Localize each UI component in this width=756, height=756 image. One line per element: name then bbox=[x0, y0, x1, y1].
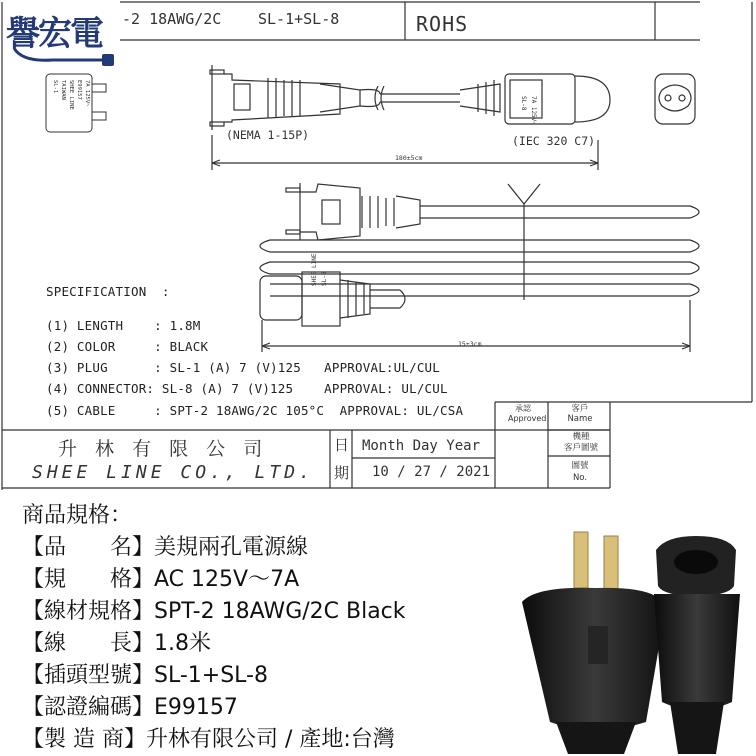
connector-small-marking-2: SL-8 bbox=[321, 271, 328, 286]
svg-text:TAIWAN: TAIWAN bbox=[60, 80, 66, 100]
svg-text:7A 125V~: 7A 125V~ bbox=[84, 80, 90, 107]
spec-line-color: (2) COLOR : BLACK bbox=[46, 339, 209, 354]
brand-logo: 譽宏電 bbox=[6, 6, 124, 72]
connector-marking-1: SL-8 bbox=[520, 96, 527, 111]
approved-label: 承認 Approved bbox=[508, 404, 547, 423]
customer-label: 客戶 Name bbox=[567, 404, 593, 424]
product-row-name: 【品 名】美規兩孔電源線 bbox=[22, 535, 309, 560]
svg-text:E99157: E99157 bbox=[76, 80, 82, 100]
rohs-label: ROHS bbox=[416, 12, 469, 36]
connector-small-marking-1: SHEE LINE bbox=[311, 253, 318, 286]
company-name-cn: 升 林 有 限 公 司 bbox=[58, 438, 269, 460]
iec-label: (IEC 320 C7) bbox=[512, 134, 596, 148]
length-bottom-label: 15±3cm bbox=[458, 340, 482, 348]
date-label-2: 期 bbox=[334, 464, 350, 482]
date-value: 10 / 27 / 2021 bbox=[372, 464, 491, 480]
svg-text:SL-1: SL-1 bbox=[52, 80, 58, 94]
product-row-wire: 【線材規格】SPT-2 18AWG/2C Black bbox=[22, 599, 406, 624]
spec-line-length: (1) LENGTH : 1.8M bbox=[46, 318, 201, 333]
plug-face-icon bbox=[40, 70, 120, 140]
svg-text:SHEE LINE: SHEE LINE bbox=[68, 80, 74, 110]
spec-title: SPECIFICATION : bbox=[46, 284, 170, 299]
spec-line-connector: (4) CONNECTOR: SL-8 (A) 7 (V)125 APPROVAL: UL/CUL bbox=[46, 381, 448, 396]
product-heading: 商品規格： bbox=[22, 503, 133, 528]
length-top-label: 180±5cm bbox=[395, 154, 423, 162]
spec-line-cable: (5) CABLE : SPT-2 18AWG/2C 105°C APPROVAL: UL/CSA bbox=[46, 403, 464, 418]
header-cable-code: -2 18AWG/2C bbox=[122, 10, 222, 28]
product-row-maker: 【製 造 商】升林有限公司 / 產地:台灣 bbox=[22, 727, 395, 752]
spec-line-plug: (3) PLUG : SL-1 (A) 7 (V)125 APPROVAL:UL/CUL bbox=[46, 360, 441, 375]
header-plug-code: SL-1+SL-8 bbox=[258, 10, 340, 28]
product-row-spec: 【規 格】AC 125V〜7A bbox=[22, 567, 300, 592]
product-photo bbox=[496, 526, 752, 754]
company-name-en: SHEE LINE CO., LTD. bbox=[32, 462, 314, 483]
date-header: Month Day Year bbox=[362, 438, 481, 454]
model-label: 機種 客戶圖號 bbox=[563, 432, 598, 453]
product-row-cert: 【認證編碼】E99157 bbox=[22, 695, 238, 720]
product-row-plug-model: 【插頭型號】SL-1+SL-8 bbox=[22, 663, 268, 688]
date-label-1: 日 bbox=[334, 436, 350, 454]
nema-label: (NEMA 1-15P) bbox=[226, 128, 310, 142]
product-row-length: 【線 長】1.8米 bbox=[22, 631, 212, 656]
drawing-no-label: 圖號 No. bbox=[571, 461, 589, 483]
product-spec-section bbox=[0, 490, 756, 756]
connector-marking-2: 7A 125V~ bbox=[530, 96, 537, 125]
